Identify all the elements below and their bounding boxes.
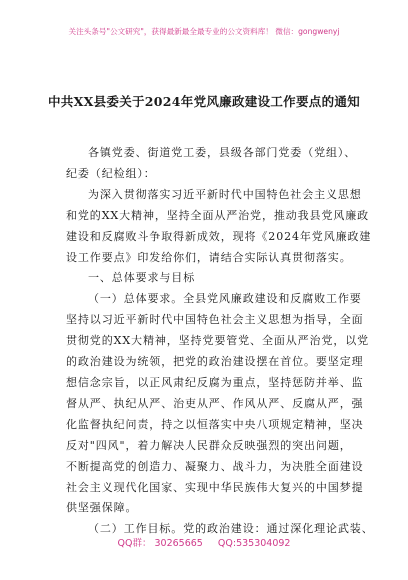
body-line: 贯彻党的XX大精神，坚持党要管党、全面从严治党，以党 <box>66 334 370 348</box>
body-line: 一、总体要求与目标 <box>88 271 196 285</box>
body-line: 反对"四风"，着力解决人民群众反映强烈的突出问题， <box>66 438 352 452</box>
body-line: 坚持以习近平新时代中国特色社会主义思想为指导，全面 <box>66 313 364 327</box>
header-banner: 关注头条号"公文研究"，获得最新最全最专业的公文资料库！ 微信：gongwenyj <box>68 27 340 36</box>
body-line: 供坚强保障。 <box>66 501 138 515</box>
body-line: 想信念宗旨，以正风肃纪反腐为重点，坚持惩防并举、监 <box>66 375 364 389</box>
body-line: 设工作要点》印发给你们，请结合实际认真贯彻落实。 <box>66 250 352 264</box>
body-line: （一）总体要求。全县党风廉政建设和反腐败工作要 <box>88 292 362 306</box>
document-title: 中共XX县委关于2024年党风廉政建设工作要点的通知 <box>48 94 360 109</box>
footer-contact: QQ群： 30265665 QQ:535304092 <box>117 538 291 549</box>
body-line: （二）工作目标。党的政治建设：通过深化理论武装、 <box>88 522 374 536</box>
body-line: 为深入贯彻落实习近平新时代中国特色社会主义思想 <box>88 187 362 201</box>
document-body <box>66 143 374 540</box>
body-line: 纪委（纪检组）： <box>66 166 156 180</box>
body-line: 各镇党委、街道党工委，县级各部门党委（党组）、 <box>88 146 357 159</box>
body-line: 和党的XX大精神，坚持全面从严治党，推动我县党风廉政 <box>66 208 370 222</box>
body-line: 社会主义现代化国家、实现中华民族伟大复兴的中国梦提 <box>66 480 364 494</box>
body-line: 化监督执纪问责，持之以恒落实中央八项规定精神，坚决 <box>66 417 364 431</box>
body-line: 的政治建设为统领，把党的政治建设摆在首位。要坚定理 <box>66 355 364 369</box>
body-line: 建设和反腐败斗争取得新成效，现将《2024年党风廉政建 <box>66 229 372 243</box>
body-line: 督从严、执纪从严、治吏从严、作风从严、反腐从严，强 <box>66 396 364 410</box>
body-line: 不断提高党的创造力、凝聚力、战斗力，为决胜全面建设 <box>66 459 364 473</box>
